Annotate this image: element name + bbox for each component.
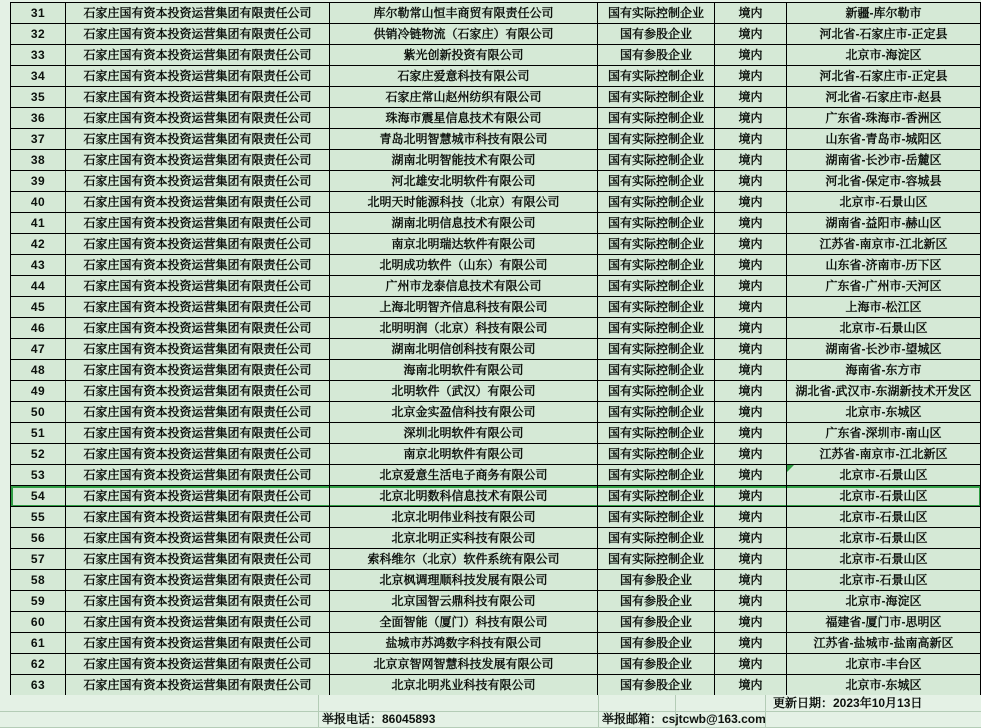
location-text: 山东省-济南市-历下区 [825, 258, 942, 272]
comment-flag-icon [787, 465, 794, 472]
parent-company-cell[interactable]: 石家庄国有资本投资运营集团有限责任公司 [66, 3, 330, 24]
enterprise-type-cell[interactable]: 国有实际控制企业 [598, 87, 715, 108]
location-cell[interactable] [787, 66, 981, 87]
company-name-cell[interactable]: 湖南北明信创科技有限公司 [330, 339, 598, 360]
region-cell[interactable]: 境内 [715, 213, 787, 234]
enterprise-type-cell[interactable]: 国有实际控制企业 [598, 444, 715, 465]
region-cell[interactable]: 境内 [715, 3, 787, 24]
table-row [11, 87, 981, 108]
location-cell[interactable] [787, 234, 981, 255]
enterprise-type-cell[interactable]: 国有实际控制企业 [598, 192, 715, 213]
region-cell[interactable]: 境内 [715, 255, 787, 276]
parent-company-cell[interactable]: 石家庄国有资本投资运营集团有限责任公司 [66, 255, 330, 276]
company-name-cell[interactable]: 河北雄安北明软件有限公司 [330, 171, 598, 192]
company-name-cell[interactable]: 北京北明伟业科技有限公司 [330, 507, 598, 528]
row-number-cell[interactable]: 36 [11, 108, 66, 129]
row-number-cell[interactable]: 62 [11, 654, 66, 675]
table-row [11, 528, 981, 549]
row-number-cell[interactable]: 56 [11, 528, 66, 549]
location-cell[interactable] [787, 570, 981, 591]
location-text: 北京市-石景山区 [839, 489, 928, 503]
company-name-cell[interactable]: 北京北明兆业科技有限公司 [330, 675, 598, 696]
location-cell[interactable] [787, 339, 981, 360]
region-cell[interactable]: 境内 [715, 87, 787, 108]
enterprise-type-cell[interactable]: 国有实际控制企业 [598, 171, 715, 192]
row-number-cell[interactable]: 33 [11, 45, 66, 66]
company-name-cell[interactable]: 广州市龙泰信息技术有限公司 [330, 276, 598, 297]
parent-company-cell[interactable]: 石家庄国有资本投资运营集团有限责任公司 [66, 528, 330, 549]
parent-company-cell[interactable]: 石家庄国有资本投资运营集团有限责任公司 [66, 297, 330, 318]
company-name-cell[interactable]: 海南北明软件有限公司 [330, 360, 598, 381]
enterprise-type-cell[interactable]: 国有实际控制企业 [598, 234, 715, 255]
region-cell[interactable]: 境内 [715, 402, 787, 423]
parent-company-cell[interactable]: 石家庄国有资本投资运营集团有限责任公司 [66, 24, 330, 45]
enterprise-type-cell[interactable]: 国有实际控制企业 [598, 318, 715, 339]
region-cell[interactable]: 境内 [715, 570, 787, 591]
location-cell[interactable] [787, 150, 981, 171]
location-cell[interactable] [787, 486, 981, 507]
location-text: 北京市-海淀区 [845, 48, 922, 62]
company-name-cell[interactable]: 北京爱意生活电子商务有限公司 [330, 465, 598, 486]
location-cell[interactable] [787, 297, 981, 318]
table-row [11, 129, 981, 150]
enterprise-type-cell[interactable]: 国有参股企业 [598, 24, 715, 45]
location-text: 北京市-石景山区 [839, 531, 928, 545]
enterprise-type-cell[interactable]: 国有实际控制企业 [598, 528, 715, 549]
region-cell[interactable]: 境内 [715, 318, 787, 339]
company-name-cell[interactable]: 北明明润（北京）科技有限公司 [330, 318, 598, 339]
location-cell[interactable] [787, 3, 981, 24]
parent-company-cell[interactable]: 石家庄国有资本投资运营集团有限责任公司 [66, 171, 330, 192]
row-number-cell[interactable]: 32 [11, 24, 66, 45]
location-cell[interactable] [787, 591, 981, 612]
row-number-cell[interactable]: 48 [11, 360, 66, 381]
row-number-cell[interactable]: 54 [11, 486, 66, 507]
parent-company-cell[interactable]: 石家庄国有资本投资运营集团有限责任公司 [66, 486, 330, 507]
location-cell[interactable] [787, 465, 981, 486]
parent-company-cell[interactable]: 石家庄国有资本投资运营集团有限责任公司 [66, 192, 330, 213]
table-row [11, 171, 981, 192]
company-name-cell[interactable]: 北京北明数科信息技术有限公司 [330, 486, 598, 507]
region-cell[interactable]: 境内 [715, 675, 787, 696]
location-text: 北京市-石景山区 [839, 468, 928, 482]
location-text: 上海市-松江区 [845, 300, 922, 314]
location-text: 北京市-石景山区 [839, 573, 928, 587]
enterprise-type-cell[interactable]: 国有实际控制企业 [598, 507, 715, 528]
enterprise-type-cell[interactable]: 国有实际控制企业 [598, 108, 715, 129]
location-cell[interactable] [787, 255, 981, 276]
location-cell[interactable] [787, 675, 981, 696]
table-row [11, 360, 981, 381]
location-cell[interactable] [787, 318, 981, 339]
row-number-cell[interactable]: 55 [11, 507, 66, 528]
company-name-cell[interactable]: 上海北明智齐信息科技有限公司 [330, 297, 598, 318]
enterprise-type-cell[interactable]: 国有实际控制企业 [598, 465, 715, 486]
location-cell[interactable] [787, 87, 981, 108]
row-number-cell[interactable]: 44 [11, 276, 66, 297]
region-cell[interactable]: 境内 [715, 234, 787, 255]
location-text: 河北省-石家庄市-赵县 [825, 90, 942, 104]
location-cell[interactable] [787, 171, 981, 192]
enterprise-type-cell[interactable]: 国有实际控制企业 [598, 129, 715, 150]
region-cell[interactable]: 境内 [715, 633, 787, 654]
location-cell[interactable] [787, 45, 981, 66]
region-cell[interactable]: 境内 [715, 591, 787, 612]
parent-company-cell[interactable]: 石家庄国有资本投资运营集团有限责任公司 [66, 465, 330, 486]
table-row [11, 675, 981, 696]
location-cell[interactable] [787, 192, 981, 213]
region-cell[interactable]: 境内 [715, 129, 787, 150]
company-name-cell[interactable]: 南京北明瑞达软件有限公司 [330, 234, 598, 255]
enterprise-type-cell[interactable]: 国有参股企业 [598, 675, 715, 696]
location-text: 湖北省-武汉市-东湖新技术开发区 [795, 384, 972, 398]
enterprise-type-cell[interactable]: 国有参股企业 [598, 570, 715, 591]
parent-company-cell[interactable]: 石家庄国有资本投资运营集团有限责任公司 [66, 570, 330, 591]
location-text: 湖南省-益阳市-赫山区 [825, 216, 942, 230]
table-row [11, 3, 981, 24]
row-number-cell[interactable]: 52 [11, 444, 66, 465]
region-cell[interactable]: 境内 [715, 108, 787, 129]
region-cell[interactable]: 境内 [715, 549, 787, 570]
table-row [11, 423, 981, 444]
parent-company-cell[interactable]: 石家庄国有资本投资运营集团有限责任公司 [66, 675, 330, 696]
table-row [11, 633, 981, 654]
parent-company-cell[interactable]: 石家庄国有资本投资运营集团有限责任公司 [66, 591, 330, 612]
region-cell[interactable]: 境内 [715, 507, 787, 528]
location-text: 广东省-珠海市-香洲区 [825, 111, 942, 125]
parent-company-cell[interactable]: 石家庄国有资本投资运营集团有限责任公司 [66, 276, 330, 297]
parent-company-cell[interactable]: 石家庄国有资本投资运营集团有限责任公司 [66, 150, 330, 171]
company-name-cell[interactable]: 索科维尔（北京）软件系统有限公司 [330, 549, 598, 570]
enterprise-type-cell[interactable]: 国有参股企业 [598, 591, 715, 612]
enterprise-type-cell[interactable]: 国有实际控制企业 [598, 213, 715, 234]
table-row [11, 150, 981, 171]
parent-company-cell[interactable]: 石家庄国有资本投资运营集团有限责任公司 [66, 423, 330, 444]
location-text: 新疆-库尔勒市 [845, 6, 922, 20]
parent-company-cell[interactable]: 石家庄国有资本投资运营集团有限责任公司 [66, 339, 330, 360]
row-number-cell[interactable]: 50 [11, 402, 66, 423]
region-cell[interactable]: 境内 [715, 276, 787, 297]
region-cell[interactable]: 境内 [715, 465, 787, 486]
enterprise-type-cell[interactable]: 国有实际控制企业 [598, 276, 715, 297]
region-cell[interactable]: 境内 [715, 423, 787, 444]
table-row [11, 339, 981, 360]
region-cell[interactable]: 境内 [715, 528, 787, 549]
location-text: 北京市-石景山区 [839, 321, 928, 335]
company-name-cell[interactable]: 北明软件（武汉）有限公司 [330, 381, 598, 402]
company-name-cell[interactable]: 北京国智云鼎科技有限公司 [330, 591, 598, 612]
row-number-cell[interactable]: 51 [11, 423, 66, 444]
region-cell[interactable]: 境内 [715, 381, 787, 402]
parent-company-cell[interactable]: 石家庄国有资本投资运营集团有限责任公司 [66, 129, 330, 150]
region-cell[interactable]: 境内 [715, 150, 787, 171]
row-number-cell[interactable]: 41 [11, 213, 66, 234]
company-name-cell[interactable]: 深圳北明软件有限公司 [330, 423, 598, 444]
table-row [11, 591, 981, 612]
parent-company-cell[interactable]: 石家庄国有资本投资运营集团有限责任公司 [66, 66, 330, 87]
enterprise-type-cell[interactable]: 国有实际控制企业 [598, 402, 715, 423]
company-name-cell[interactable]: 南京北明软件有限公司 [330, 444, 598, 465]
row-number-cell[interactable]: 53 [11, 465, 66, 486]
company-name-cell[interactable]: 北京金实盈信科技有限公司 [330, 402, 598, 423]
location-text: 海南省-东方市 [845, 363, 922, 377]
table-row [11, 108, 981, 129]
location-text: 北京市-石景山区 [839, 195, 928, 209]
company-name-cell[interactable]: 北京北明正实科技有限公司 [330, 528, 598, 549]
enterprise-type-cell[interactable]: 国有实际控制企业 [598, 3, 715, 24]
table-row [11, 24, 981, 45]
location-text: 北京市-海淀区 [845, 594, 922, 608]
region-cell[interactable]: 境内 [715, 444, 787, 465]
region-cell[interactable]: 境内 [715, 612, 787, 633]
row-number-cell[interactable]: 35 [11, 87, 66, 108]
enterprise-type-cell[interactable]: 国有参股企业 [598, 612, 715, 633]
company-name-cell[interactable]: 北京京智网智慧科技发展有限公司 [330, 654, 598, 675]
location-cell[interactable] [787, 654, 981, 675]
company-name-cell[interactable]: 北明天时能源科技（北京）有限公司 [330, 192, 598, 213]
enterprise-type-cell[interactable]: 国有实际控制企业 [598, 381, 715, 402]
location-cell[interactable] [787, 633, 981, 654]
table-row [11, 45, 981, 66]
location-text: 北京市-东城区 [845, 405, 922, 419]
row-number-cell[interactable]: 47 [11, 339, 66, 360]
location-text: 湖南省-长沙市-望城区 [825, 342, 942, 356]
enterprise-type-cell[interactable]: 国有实际控制企业 [598, 150, 715, 171]
row-number-cell[interactable]: 49 [11, 381, 66, 402]
gridline [0, 711, 981, 712]
table-row [11, 66, 981, 87]
location-text: 江苏省-盐城市-盐南高新区 [813, 636, 954, 650]
region-cell[interactable]: 境内 [715, 24, 787, 45]
row-number-cell[interactable]: 45 [11, 297, 66, 318]
company-name-cell[interactable]: 珠海市震星信息技术有限公司 [330, 108, 598, 129]
location-text: 山东省-青岛市-城阳区 [825, 132, 942, 146]
location-text: 湖南省-长沙市-岳麓区 [825, 153, 942, 167]
company-name-cell[interactable]: 紫光创新投资有限公司 [330, 45, 598, 66]
row-number-cell[interactable]: 42 [11, 234, 66, 255]
location-cell[interactable] [787, 213, 981, 234]
report-email[interactable]: 举报邮箱：csjtcwb@163.com [602, 712, 766, 726]
enterprise-type-cell[interactable]: 国有实际控制企业 [598, 486, 715, 507]
company-name-cell[interactable]: 石家庄常山赵州纺织有限公司 [330, 87, 598, 108]
location-text: 北京市-石景山区 [839, 510, 928, 524]
row-number-cell[interactable]: 59 [11, 591, 66, 612]
parent-company-cell[interactable]: 石家庄国有资本投资运营集团有限责任公司 [66, 360, 330, 381]
company-name-cell[interactable]: 石家庄爱意科技有限公司 [330, 66, 598, 87]
row-number-cell[interactable]: 61 [11, 633, 66, 654]
location-text: 江苏省-南京市-江北新区 [819, 447, 948, 461]
row-number-cell[interactable]: 46 [11, 318, 66, 339]
parent-company-cell[interactable]: 石家庄国有资本投资运营集团有限责任公司 [66, 633, 330, 654]
table-row [11, 234, 981, 255]
enterprise-type-cell[interactable]: 国有实际控制企业 [598, 549, 715, 570]
company-name-cell[interactable]: 全面智能（厦门）科技有限公司 [330, 612, 598, 633]
location-cell[interactable] [787, 549, 981, 570]
company-name-cell[interactable]: 北明成功软件（山东）有限公司 [330, 255, 598, 276]
location-cell[interactable] [787, 24, 981, 45]
parent-company-cell[interactable]: 石家庄国有资本投资运营集团有限责任公司 [66, 549, 330, 570]
table-row [11, 297, 981, 318]
region-cell[interactable]: 境内 [715, 360, 787, 381]
location-cell[interactable] [787, 444, 981, 465]
table-row [11, 318, 981, 339]
location-cell[interactable] [787, 129, 981, 150]
region-cell[interactable]: 境内 [715, 66, 787, 87]
parent-company-cell[interactable]: 石家庄国有资本投资运营集团有限责任公司 [66, 234, 330, 255]
location-text: 北京市-丰台区 [845, 657, 922, 671]
parent-company-cell[interactable]: 石家庄国有资本投资运营集团有限责任公司 [66, 402, 330, 423]
region-cell[interactable]: 境内 [715, 339, 787, 360]
enterprise-type-cell[interactable]: 国有实际控制企业 [598, 339, 715, 360]
location-cell[interactable] [787, 612, 981, 633]
table-row [11, 507, 981, 528]
parent-company-cell[interactable]: 石家庄国有资本投资运营集团有限责任公司 [66, 87, 330, 108]
location-text: 江苏省-南京市-江北新区 [819, 237, 948, 251]
enterprise-type-cell[interactable]: 国有实际控制企业 [598, 297, 715, 318]
location-cell[interactable] [787, 528, 981, 549]
table-row [11, 192, 981, 213]
region-cell[interactable]: 境内 [715, 486, 787, 507]
row-number-cell[interactable]: 39 [11, 171, 66, 192]
parent-company-cell[interactable]: 石家庄国有资本投资运营集团有限责任公司 [66, 381, 330, 402]
row-number-cell[interactable]: 31 [11, 3, 66, 24]
location-cell[interactable] [787, 276, 981, 297]
location-text: 河北省-石家庄市-正定县 [819, 27, 948, 41]
location-text: 北京市-东城区 [845, 678, 922, 692]
enterprise-type-cell[interactable]: 国有参股企业 [598, 45, 715, 66]
company-name-cell[interactable]: 盐城市苏鸿数字科技有限公司 [330, 633, 598, 654]
table-row [11, 213, 981, 234]
enterprise-type-cell[interactable]: 国有参股企业 [598, 654, 715, 675]
table-row [11, 486, 981, 507]
row-number-cell[interactable]: 38 [11, 150, 66, 171]
enterprise-type-cell[interactable]: 国有实际控制企业 [598, 255, 715, 276]
row-number-cell[interactable]: 57 [11, 549, 66, 570]
table-row [11, 402, 981, 423]
location-text: 河北省-保定市-容城县 [825, 174, 942, 188]
region-cell[interactable]: 境内 [715, 297, 787, 318]
region-cell[interactable]: 境内 [715, 45, 787, 66]
row-number-cell[interactable]: 58 [11, 570, 66, 591]
table-row [11, 465, 981, 486]
company-name-cell[interactable]: 北京枫调理顺科技发展有限公司 [330, 570, 598, 591]
table-row [11, 612, 981, 633]
row-number-cell[interactable]: 34 [11, 66, 66, 87]
region-cell[interactable]: 境内 [715, 654, 787, 675]
location-cell[interactable] [787, 423, 981, 444]
table-row [11, 444, 981, 465]
location-text: 广东省-深圳市-南山区 [825, 426, 942, 440]
location-cell[interactable] [787, 360, 981, 381]
location-text: 福建省-厦门市-思明区 [825, 615, 942, 629]
table-row [11, 549, 981, 570]
location-cell[interactable] [787, 108, 981, 129]
row-number-cell[interactable]: 37 [11, 129, 66, 150]
enterprise-type-cell[interactable]: 国有参股企业 [598, 633, 715, 654]
company-name-cell[interactable]: 湖南北明信息技术有限公司 [330, 213, 598, 234]
parent-company-cell[interactable]: 石家庄国有资本投资运营集团有限责任公司 [66, 654, 330, 675]
location-text: 河北省-石家庄市-正定县 [819, 69, 948, 83]
table-row [11, 381, 981, 402]
row-number-cell[interactable]: 43 [11, 255, 66, 276]
parent-company-cell[interactable]: 石家庄国有资本投资运营集团有限责任公司 [66, 318, 330, 339]
location-cell[interactable] [787, 507, 981, 528]
report-phone[interactable]: 举报电话：86045893 [322, 712, 436, 726]
company-name-cell[interactable]: 湖南北明智能技术有限公司 [330, 150, 598, 171]
company-name-cell[interactable]: 供销冷链物流（石家庄）有限公司 [330, 24, 598, 45]
table-row [11, 654, 981, 675]
update-date[interactable]: 更新日期：2023年10月13日 [773, 696, 923, 710]
parent-company-cell[interactable]: 石家庄国有资本投资运营集团有限责任公司 [66, 444, 330, 465]
parent-company-cell[interactable]: 石家庄国有资本投资运营集团有限责任公司 [66, 45, 330, 66]
subsidiary-table [10, 2, 981, 696]
table-row [11, 255, 981, 276]
location-text: 北京市-石景山区 [839, 552, 928, 566]
row-number-cell[interactable]: 63 [11, 675, 66, 696]
parent-company-cell[interactable]: 石家庄国有资本投资运营集团有限责任公司 [66, 108, 330, 129]
company-name-cell[interactable]: 青岛北明智慧城市科技有限公司 [330, 129, 598, 150]
table-row [11, 276, 981, 297]
parent-company-cell[interactable]: 石家庄国有资本投资运营集团有限责任公司 [66, 213, 330, 234]
region-cell[interactable]: 境内 [715, 192, 787, 213]
enterprise-type-cell[interactable]: 国有实际控制企业 [598, 360, 715, 381]
location-cell[interactable] [787, 402, 981, 423]
parent-company-cell[interactable]: 石家庄国有资本投资运营集团有限责任公司 [66, 507, 330, 528]
enterprise-type-cell[interactable]: 国有实际控制企业 [598, 66, 715, 87]
enterprise-type-cell[interactable]: 国有实际控制企业 [598, 423, 715, 444]
company-name-cell[interactable]: 库尔勒常山恒丰商贸有限责任公司 [330, 3, 598, 24]
table-row [11, 570, 981, 591]
row-number-cell[interactable]: 40 [11, 192, 66, 213]
location-text: 广东省-广州市-天河区 [825, 279, 942, 293]
parent-company-cell[interactable]: 石家庄国有资本投资运营集团有限责任公司 [66, 612, 330, 633]
region-cell[interactable]: 境内 [715, 171, 787, 192]
row-number-cell[interactable]: 60 [11, 612, 66, 633]
location-cell[interactable] [787, 381, 981, 402]
footer-area [0, 695, 981, 728]
